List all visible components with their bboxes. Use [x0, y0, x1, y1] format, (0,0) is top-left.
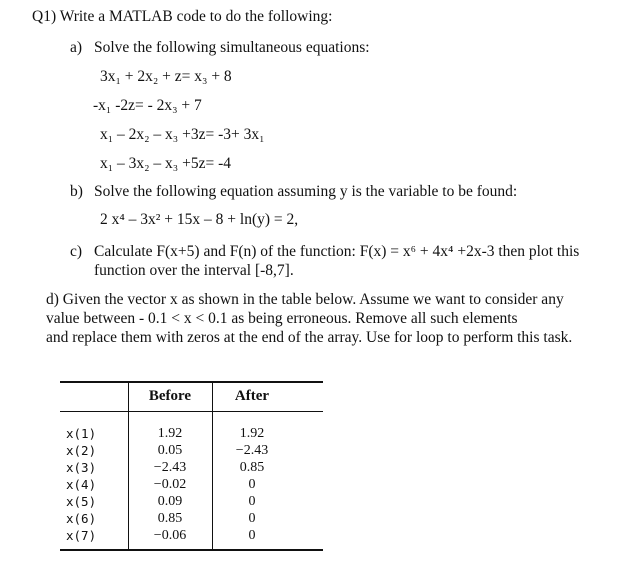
row-label: x(2): [66, 443, 97, 458]
row-label: x(5): [66, 494, 97, 509]
part-b-equation: 2 x⁴ – 3x² + 15x – 8 + ln(y) = 2,: [100, 211, 299, 228]
equation-3: x₁ – 2x₂ – x₃ +3z= -3+ 3x₁: [100, 126, 265, 143]
before-value: −2.43: [153, 460, 187, 475]
row-label: x(7): [66, 528, 97, 543]
table-bottom-rule: [60, 549, 323, 551]
before-value: 0.05: [157, 443, 183, 458]
before-value: 0.85: [157, 511, 183, 526]
row-label: x(1): [66, 426, 97, 441]
after-value: 1.92: [239, 426, 265, 441]
after-value: 0.85: [239, 460, 265, 475]
after-value: 0: [248, 494, 256, 509]
header-before: Before: [148, 388, 192, 404]
part-c-line2: function over the interval [-8,7].: [94, 262, 294, 279]
header-after: After: [234, 388, 270, 404]
part-a-label: a): [70, 39, 83, 56]
before-value: −0.02: [153, 477, 187, 492]
after-value: 0: [248, 477, 256, 492]
table-top-rule: [60, 381, 323, 383]
row-label: x(6): [66, 511, 97, 526]
equation-4: x₁ – 3x₂ – x₃ +5z= -4: [100, 155, 231, 172]
part-d-line2: value between - 0.1 < x < 0.1 as being erroneous. Remove all such elements: [46, 310, 518, 327]
row-label: x(3): [66, 460, 97, 475]
equation-1: 3x₁ + 2x₂ + z= x₃ + 8: [100, 68, 232, 85]
part-c-label: c): [70, 243, 83, 260]
table-header-rule: [60, 411, 323, 412]
before-value: 1.92: [157, 426, 183, 441]
part-a-text: Solve the following simultaneous equations:: [94, 39, 370, 56]
row-label: x(4): [66, 477, 97, 492]
after-value: 0: [248, 511, 256, 526]
part-b-text: Solve the following equation assuming y is the variable to be found:: [94, 183, 518, 200]
question-heading: Q1) Write a MATLAB code to do the following:: [32, 8, 333, 25]
after-value: −2.43: [235, 443, 269, 458]
part-d-line1: d) Given the vector x as shown in the table below. Assume we want to consider any: [46, 291, 564, 308]
part-d-line3: and replace them with zeros at the end of the array. Use for loop to perform this task.: [46, 329, 573, 346]
after-value: 0: [248, 528, 256, 543]
before-value: 0.09: [157, 494, 183, 509]
equation-2: -x₁ -2z= - 2x₃ + 7: [93, 97, 202, 114]
part-b-label: b): [70, 183, 83, 200]
part-c-line1: Calculate F(x+5) and F(n) of the function: F(x) = x⁶ + 4x⁴ +2x-3 then plot this: [94, 243, 580, 260]
vector-table: [60, 381, 323, 551]
before-value: −0.06: [153, 528, 187, 543]
